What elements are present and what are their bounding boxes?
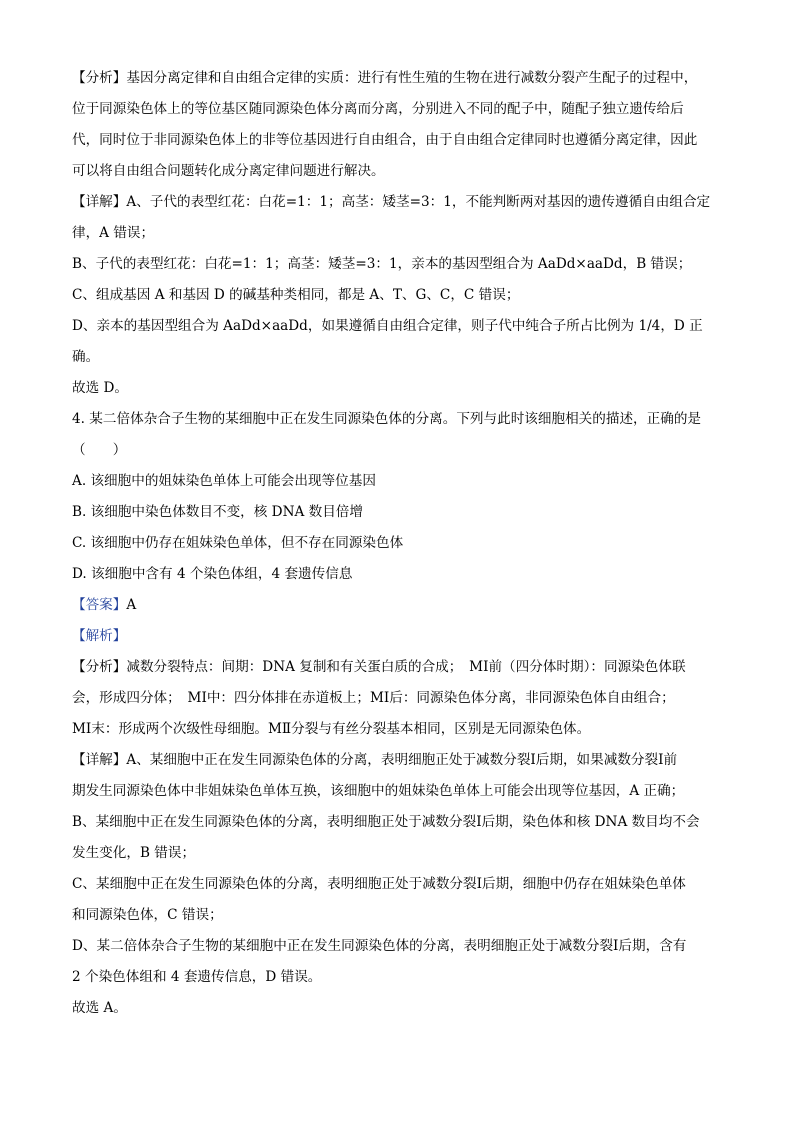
line-text: 确。 xyxy=(72,349,100,365)
line-text: D. 该细胞中含有 4 个染色体组，4 套遗传信息 xyxy=(72,566,353,582)
text-line xyxy=(72,311,722,342)
line-text: A、某细胞中正在发生同源染色体的分离，表明细胞正处于减数分裂Ⅰ后期，如果减数分裂Ⅰ前 xyxy=(126,752,678,768)
line-text: A. 该细胞中的姐妹染色单体上可能会出现等位基因 xyxy=(72,473,376,489)
section-tag: 【详解】 xyxy=(72,194,127,210)
text-line xyxy=(72,621,722,652)
text-line xyxy=(72,373,722,404)
text-line xyxy=(72,125,722,156)
text-line xyxy=(72,63,722,94)
text-line xyxy=(72,280,722,311)
text-line xyxy=(72,435,722,466)
line-text: 故选 A。 xyxy=(72,1000,127,1016)
text-line xyxy=(72,652,722,683)
line-text: MⅠ末：形成两个次级性母细胞。MⅡ分裂与有丝分裂基本相同，区别是无同源染色体。 xyxy=(72,721,591,737)
line-text: A、子代的表型红花：白花=1：1；高茎：矮茎=3：1，不能判断两对基因的遗传遵循自由组合定 xyxy=(126,194,711,210)
line-text: 期发生同源染色体中非姐妹染色单体互换，该细胞中的姐妹染色单体上可能会出现等位基因，A 正确； xyxy=(72,783,685,799)
text-line xyxy=(72,776,722,807)
text-line xyxy=(72,683,722,714)
line-text: 减数分裂特点：间期：DNA 复制和有关蛋白质的合成； MⅠ前（四分体时期）：同源染色体联 xyxy=(126,659,686,675)
section-tag: 【分析】 xyxy=(72,70,127,86)
line-text: A xyxy=(126,597,137,613)
line-text: 和同源染色体，C 错误； xyxy=(72,907,223,923)
line-text: D、亲本的基因型组合为 AaDd×aaDd，如果遵循自由组合定律，则子代中纯合子所占比例为 1/4，D 正 xyxy=(72,318,703,334)
section-tag: 【答案】 xyxy=(72,597,127,613)
line-text: B、子代的表型红花：白花=1：1；高茎：矮茎=3：1，亲本的基因型组合为 AaDd×aaDd，B 错误； xyxy=(72,256,692,272)
text-line xyxy=(72,466,722,497)
line-text: 会，形成四分体； MⅠ中：四分体排在赤道板上；MⅠ后：同源染色体分离，非同源染色体自由组合； xyxy=(72,690,675,706)
line-text: 律，A 错误； xyxy=(72,225,155,241)
line-text: 2 个染色体组和 4 套遗传信息，D 错误。 xyxy=(72,969,322,985)
text-line xyxy=(72,342,722,373)
text-line xyxy=(72,187,722,218)
line-text: （ ） xyxy=(72,442,127,458)
text-line xyxy=(72,900,722,931)
line-text: 位于同源染色体上的等位基区随同源染色体分离而分离，分别进入不同的配子中，随配子独立遗传给后 xyxy=(72,101,684,117)
text-line xyxy=(72,993,722,1024)
line-text: B. 该细胞中染色体数目不变，核 DNA 数目倍增 xyxy=(72,504,363,520)
text-line xyxy=(72,218,722,249)
text-line xyxy=(72,714,722,745)
line-text: 4. 某二倍体杂合子生物的某细胞中正在发生同源染色体的分离。下列与此时该细胞相关的描述，正确的是 xyxy=(72,411,702,427)
text-line xyxy=(72,590,722,621)
text-line xyxy=(72,745,722,776)
document-page xyxy=(72,63,722,1024)
text-line xyxy=(72,807,722,838)
line-text: B、某细胞中正在发生同源染色体的分离，表明细胞正处于减数分裂Ⅰ后期，染色体和核 DNA 数目均不会 xyxy=(72,814,700,830)
line-text: 可以将自由组合问题转化成分离定律问题进行解决。 xyxy=(72,163,385,179)
section-tag: 【分析】 xyxy=(72,659,127,675)
text-line xyxy=(72,962,722,993)
line-text: C、某细胞中正在发生同源染色体的分离，表明细胞正处于减数分裂Ⅰ后期，细胞中仍存在姐妹染色单体 xyxy=(72,876,686,892)
text-line xyxy=(72,404,722,435)
line-text: 代，同时位于非同源染色体上的非等位基因进行自由组合，由于自由组合定律同时也遵循分离定律，因此 xyxy=(72,132,698,148)
text-line xyxy=(72,559,722,590)
section-tag: 【解析】 xyxy=(72,628,127,644)
text-line xyxy=(72,497,722,528)
line-text: D、某二倍体杂合子生物的某细胞中正在发生同源染色体的分离，表明细胞正处于减数分裂Ⅰ后期，含有 xyxy=(72,938,687,954)
text-line xyxy=(72,931,722,962)
text-line xyxy=(72,869,722,900)
line-text: 发生变化，B 错误； xyxy=(72,845,196,861)
text-line xyxy=(72,528,722,559)
text-line xyxy=(72,94,722,125)
text-line xyxy=(72,249,722,280)
text-line xyxy=(72,838,722,869)
text-line xyxy=(72,156,722,187)
line-text: 故选 D。 xyxy=(72,380,129,396)
line-text: 基因分离定律和自由组合定律的实质：进行有性生殖的生物在进行减数分裂产生配子的过程中， xyxy=(126,70,698,86)
line-text: C、组成基因 A 和基因 D 的碱基种类相同，都是 A、T、G、C，C 错误； xyxy=(72,287,520,303)
line-text: C. 该细胞中仍存在姐妹染色单体，但不存在同源染色体 xyxy=(72,535,404,551)
section-tag: 【详解】 xyxy=(72,752,127,768)
